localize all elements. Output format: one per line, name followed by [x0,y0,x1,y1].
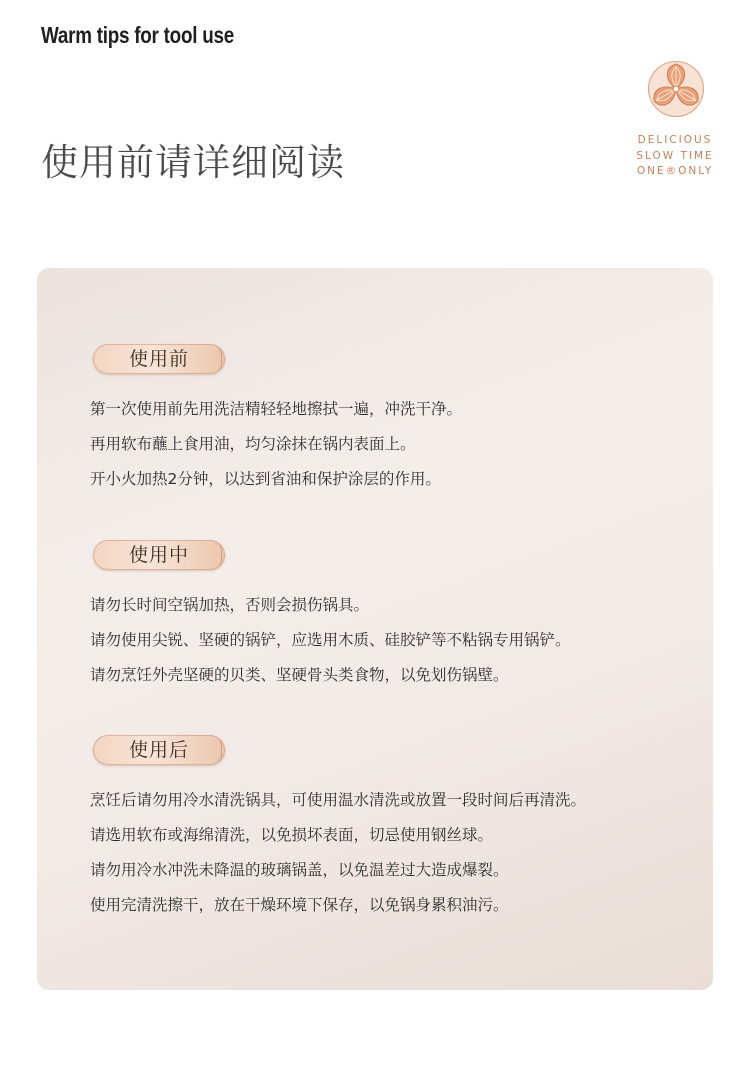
instruction-line: 请勿使用尖锐、坚硬的锅铲，应选用木质、硅胶铲等不粘锅专用锅铲。 [90,631,571,649]
instruction-line: 使用完清洗擦干，放在干燥环境下保存，以免锅身累积油污。 [90,896,509,914]
brand-block [622,60,728,180]
instruction-line: 烹饪后请勿用冷水清洗锅具，可使用温水清洗或放置一段时间后再清洗。 [90,791,587,809]
section-title-badge: 使用后 [93,735,225,765]
instruction-line: 请勿用冷水冲洗未降温的玻璃锅盖，以免温差过大造成爆裂。 [90,861,509,879]
instruction-line: 第一次使用前先用洗洁精轻轻地擦拭一遍，冲洗干净。 [90,400,463,418]
section-title-badge: 使用前 [93,344,225,374]
brand-line-3: ONE®ONLY [636,165,714,177]
tri-petal-shell-logo-icon [647,60,705,118]
instructions-card [37,268,713,990]
instruction-line: 请勿长时间空锅加热，否则会损伤锅具。 [90,596,370,614]
section-title-badge: 使用中 [93,540,225,570]
top-title: Warm tips for tool use [41,22,234,48]
brand-line-1: DELICIOUS [637,134,713,146]
instruction-line: 再用软布蘸上食用油，均匀涂抹在锅内表面上。 [90,435,416,453]
instruction-line: 开小火加热2分钟，以达到省油和保护涂层的作用。 [90,470,441,488]
section-lines [90,588,571,693]
instruction-line: 请勿烹饪外壳坚硬的贝类、坚硬骨头类食物，以免划伤锅壁。 [90,666,509,684]
brand-line-2: SLOW TIME [636,150,714,162]
page-title: 使用前请详细阅读 [41,141,345,184]
section-lines [90,783,586,923]
section-lines [90,392,462,497]
instruction-line: 请选用软布或海绵清洗，以免损坏表面，切忌使用钢丝球。 [90,826,494,844]
